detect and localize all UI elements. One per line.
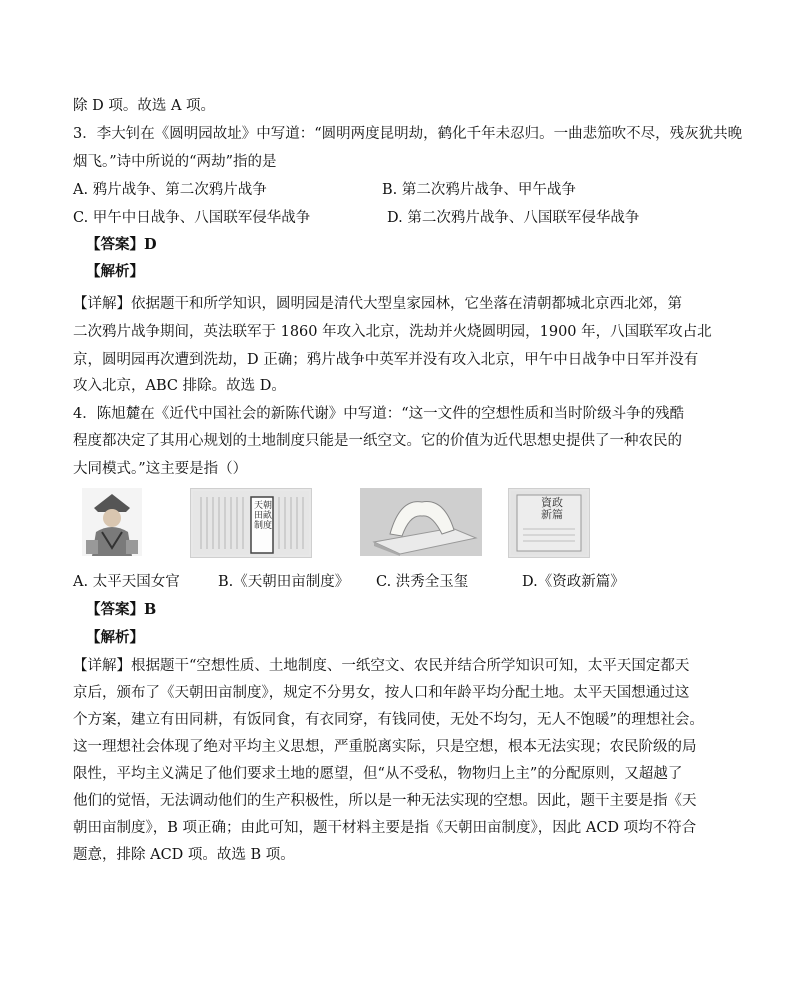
q4-explanation-line: 【详解】根据题干“空想性质、土地制度、一纸空文、农民并结合所学知识可知，太平天国定都天 — [73, 658, 690, 674]
q4-explanation-line: 题意，排除 ACD 项。故选 B 项。 — [73, 847, 295, 863]
q4-explanation-line: 限性，平均主义满足了他们要求土地的愿望，但“从不受私，物物归上主”的分配原则，又超越了 — [73, 766, 683, 782]
female-officer-image — [82, 488, 142, 556]
question-4-stem-cont: 大同模式。”这主要是指（） — [73, 461, 248, 477]
book-title: 天朝田畝制度 — [253, 501, 272, 531]
q4-option-a: A. 太平天国女官 — [73, 574, 180, 590]
q4-explanation-line: 他们的觉悟，无法调动他们的生产积极性，所以是一种无法实现的空想。因此，题干主要是指《天 — [73, 793, 697, 809]
q4-option-b: B.《天朝田亩制度》 — [218, 574, 350, 590]
q3-explanation-line: 攻入北京，ABC 排除。故选 D。 — [73, 378, 286, 394]
jade-seal-image — [360, 488, 482, 556]
text-line: 除 D 项。故选 A 项。 — [73, 98, 216, 114]
q3-analysis-heading: 【解析】 — [86, 263, 144, 280]
q3-explanation-line: 【详解】依据题干和所学知识，圆明园是清代大型皇家园林，它坐落在清朝都城北京西北郊，第 — [73, 296, 682, 312]
question-4-stem: 4．陈旭麓在《近代中国社会的新陈代谢》中写道：“这一文件的空想性质和当时阶级斗争的残酷 — [73, 406, 685, 422]
q4-option-c: C. 洪秀全玉玺 — [376, 574, 469, 590]
q4-analysis-heading: 【解析】 — [86, 629, 144, 646]
q4-answer: 【答案】B — [86, 601, 157, 618]
q3-option-b: B. 第二次鸦片战争、甲午战争 — [382, 182, 576, 198]
question-3-stem-cont: 烟飞。”诗中所说的“两劫”指的是 — [73, 154, 277, 170]
q4-explanation-line: 个方案，建立有田同耕，有饭同食，有衣同穿，有钱同使，无处不均匀，无人不饱暖”的理想社会。 — [73, 712, 704, 728]
q3-option-d: D. 第二次鸦片战争、八国联军侵华战争 — [387, 210, 640, 226]
q4-option-d: D.《资政新篇》 — [522, 574, 625, 590]
zizheng-xinpian-image — [508, 488, 590, 558]
q3-explanation-line: 京，圆明园再次遭到洗劫，D 正确；鸦片战争中英军并没有攻入北京，甲午中日战争中日军并没有 — [73, 352, 699, 368]
q4-explanation-line: 朝田亩制度》，B 项正确；由此可知，题干材料主要是指《天朝田亩制度》，因此 ACD 项均不符合 — [73, 820, 697, 836]
q3-answer: 【答案】D — [86, 236, 157, 253]
book2-title: 資政新篇 — [541, 496, 563, 521]
q4-explanation-line: 京后，颁布了《天朝田亩制度》，规定不分男女，按人口和年龄平均分配土地。太平天国想通过这 — [73, 685, 690, 701]
q3-option-a: A. 鸦片战争、第二次鸦片战争 — [73, 182, 267, 198]
question-3-stem: 3．李大钊在《圆明园故址》中写道：“圆明两度昆明劫，鹤化千年未忍归。一曲悲笳吹不尽，残灰犹共晚 — [73, 126, 743, 142]
q4-explanation-line: 这一理想社会体现了绝对平均主义思想，严重脱离实际，只是空想，根本无法实现；农民阶级的局 — [73, 739, 697, 755]
question-4-stem-cont: 程度都决定了其用心规划的土地制度只能是一纸空文。它的价值为近代思想史提供了一种农民的 — [73, 433, 682, 449]
tianchao-land-system-image — [190, 488, 312, 558]
q3-explanation-line: 二次鸦片战争期间，英法联军于 1860 年攻入北京，洗劫并火烧圆明园，1900 年，八国联军攻占北 — [73, 324, 712, 340]
q3-option-c: C. 甲午中日战争、八国联军侵华战争 — [73, 210, 311, 226]
